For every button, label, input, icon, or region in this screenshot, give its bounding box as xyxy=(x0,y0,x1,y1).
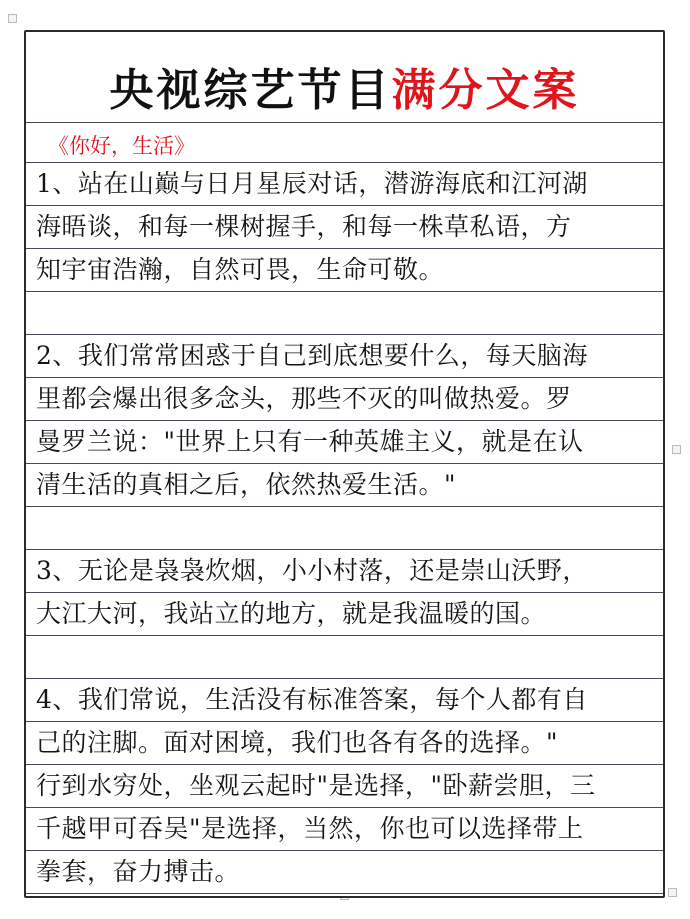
ruled-line xyxy=(26,635,663,636)
text-line: 大江大河，我站立的地方，就是我温暖的国。 xyxy=(36,599,547,628)
page-title xyxy=(26,54,663,118)
ruled-line xyxy=(26,506,663,507)
text-line: 3、无论是袅袅炊烟，小小村落，还是崇山沃野， xyxy=(36,556,588,585)
ruled-line xyxy=(26,764,663,765)
ruled-line xyxy=(26,721,663,722)
section-subtitle: 《你好，生活》 xyxy=(48,134,195,158)
text-line: 2、我们常常困惑于自己到底想要什么，每天脑海 xyxy=(36,341,588,370)
ruled-line xyxy=(26,893,663,894)
ruled-line xyxy=(26,807,663,808)
ruled-line xyxy=(26,850,663,851)
text-line: 曼罗兰说："世界上只有一种英雄主义，就是在认 xyxy=(36,427,584,456)
page-corner-handle xyxy=(668,888,677,897)
text-line: 清生活的真相之后，依然热爱生活。" xyxy=(36,470,457,499)
text-line: 行到水穷处，坐观云起时"是选择，"卧薪尝胆，三 xyxy=(36,771,596,800)
text-line xyxy=(36,509,655,547)
ruled-line xyxy=(26,678,663,679)
title-black: 央视综艺节目 xyxy=(109,65,392,116)
text-line: 4、我们常说，生活没有标准答案，每个人都有自 xyxy=(36,685,588,714)
ruled-line xyxy=(26,248,663,249)
text-line xyxy=(36,638,655,676)
text-line: 己的注脚。面对困境，我们也各有各的选择。" xyxy=(36,728,559,757)
ruled-line xyxy=(26,291,663,292)
ruled-page xyxy=(24,30,665,898)
ruled-line xyxy=(26,334,663,335)
text-line: 海晤谈，和每一棵树握手，和每一株草私语，方 xyxy=(36,212,572,241)
page-corner-handle xyxy=(672,445,681,454)
ruled-line xyxy=(26,162,663,163)
text-line: 知宇宙浩瀚，自然可畏，生命可敬。 xyxy=(36,255,445,284)
ruled-line xyxy=(26,377,663,378)
ruled-line xyxy=(26,592,663,593)
text-line: 1、站在山巅与日月星辰对话，潜游海底和江河湖 xyxy=(36,169,588,198)
ruled-line xyxy=(26,205,663,206)
text-line: 拳套，奋力搏击。 xyxy=(36,857,241,886)
title-rule xyxy=(26,122,663,123)
page-corner-handle xyxy=(8,14,17,23)
text-line: 千越甲可吞吴"是选择，当然，你也可以选择带上 xyxy=(36,814,584,843)
ruled-line xyxy=(26,463,663,464)
text-line: 里都会爆出很多念头，那些不灭的叫做热爱。罗 xyxy=(36,384,572,413)
ruled-line xyxy=(26,420,663,421)
text-line xyxy=(36,294,655,332)
ruled-line xyxy=(26,549,663,550)
title-red: 满分文案 xyxy=(391,65,580,116)
